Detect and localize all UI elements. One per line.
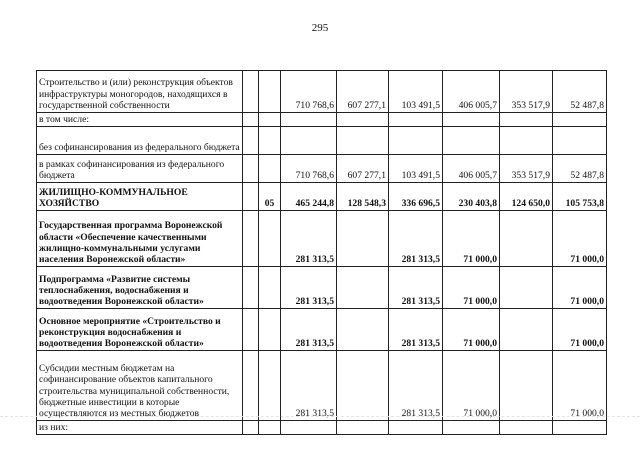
value-cell-4: 71 000,0 [443,309,500,351]
value-cell-1: 710 768,6 [281,155,337,183]
value-cell-4: 71 000,0 [443,211,500,267]
value-cell-5 [500,113,553,127]
spacer-cell [243,211,259,267]
table-row [37,351,607,421]
value-cell-2 [337,351,389,421]
value-cell-2 [337,113,389,127]
row-description: в рамках софинансирования из федерального бюджета [37,155,243,183]
row-description: Строительство и (или) реконструкция объектов инфраструктуры моногородов, находящихся в государственной собственности [37,71,243,113]
spacer-cell [243,267,259,309]
value-cell-2 [337,309,389,351]
value-cell-6: 52 487,8 [553,155,607,183]
section-code [259,71,281,113]
value-cell-4: 406 005,7 [443,155,500,183]
value-cell-5 [500,211,553,267]
value-cell-5 [500,309,553,351]
scan-artifact-line [0,416,640,417]
spacer-cell [243,127,259,155]
value-cell-1: 281 313,5 [281,351,337,421]
spacer-cell [243,309,259,351]
value-cell-6: 71 000,0 [553,351,607,421]
value-cell-1 [281,127,337,155]
value-cell-5: 124 650,0 [500,183,553,211]
table-row [37,421,607,435]
value-cell-1: 710 768,6 [281,71,337,113]
value-cell-6 [553,113,607,127]
value-cell-2 [337,127,389,155]
value-cell-2: 128 548,3 [337,183,389,211]
value-cell-1: 465 244,8 [281,183,337,211]
value-cell-4: 230 403,8 [443,183,500,211]
value-cell-1 [281,421,337,435]
value-cell-1: 281 313,5 [281,309,337,351]
value-cell-3: 281 313,5 [389,211,443,267]
section-code [259,351,281,421]
value-cell-2: 607 277,1 [337,71,389,113]
value-cell-6: 52 487,8 [553,71,607,113]
value-cell-6: 105 753,8 [553,183,607,211]
row-description: Подпрограмма «Развитие системы теплоснабжения, водоснабжения и водоотведения Воронежской области» [37,267,243,309]
value-cell-2 [337,267,389,309]
value-cell-3 [389,113,443,127]
value-cell-3: 103 491,5 [389,71,443,113]
section-code [259,211,281,267]
table-row [37,267,607,309]
value-cell-3: 103 491,5 [389,155,443,183]
section-code [259,113,281,127]
row-description: Субсидии местным бюджетам на софинансирование объектов капитального строительства муниципальной собственности, бюджетные инвестиции в которые осуществляются из местных бюджетов [37,351,243,421]
spacer-cell [243,351,259,421]
value-cell-5 [500,421,553,435]
row-description: Основное мероприятие «Строительство и реконструкция водоснабжения и водоотведения Воронежской области» [37,309,243,351]
value-cell-3: 281 313,5 [389,351,443,421]
section-code [259,309,281,351]
value-cell-5 [500,267,553,309]
table-row [37,155,607,183]
row-description: ЖИЛИЩНО-КОММУНАЛЬНОЕ ХОЗЯЙСТВО [37,183,243,211]
value-cell-2 [337,421,389,435]
value-cell-6: 71 000,0 [553,267,607,309]
table-row [37,127,607,155]
row-description: Государственная программа Воронежской области «Обеспечение качественными жилищно-коммунальными услугами населения Воронежской области» [37,211,243,267]
value-cell-4: 406 005,7 [443,71,500,113]
value-cell-5 [500,351,553,421]
table-row [37,211,607,267]
row-description: без софинансирования из федерального бюджета [37,127,243,155]
value-cell-3: 281 313,5 [389,309,443,351]
value-cell-1: 281 313,5 [281,211,337,267]
value-cell-5 [500,127,553,155]
value-cell-2: 607 277,1 [337,155,389,183]
section-code [259,127,281,155]
row-description: в том числе: [37,113,243,127]
value-cell-5: 353 517,9 [500,155,553,183]
value-cell-6 [553,421,607,435]
value-cell-3: 336 696,5 [389,183,443,211]
section-code: 05 [259,183,281,211]
value-cell-6: 71 000,0 [553,211,607,267]
table-row [37,71,607,113]
spacer-cell [243,113,259,127]
row-description: из них: [37,421,243,435]
value-cell-6 [553,127,607,155]
page-number: 295 [311,22,329,34]
value-cell-6: 71 000,0 [553,309,607,351]
section-code [259,155,281,183]
value-cell-3: 281 313,5 [389,267,443,309]
section-code [259,267,281,309]
value-cell-3 [389,127,443,155]
budget-table [36,70,607,435]
value-cell-2 [337,211,389,267]
spacer-cell [243,71,259,113]
spacer-cell [243,183,259,211]
table-row [37,113,607,127]
value-cell-1 [281,113,337,127]
value-cell-4: 71 000,0 [443,351,500,421]
value-cell-5: 353 517,9 [500,71,553,113]
value-cell-4 [443,421,500,435]
spacer-cell [243,155,259,183]
table-body [37,71,607,435]
section-code [259,421,281,435]
table-row [37,309,607,351]
value-cell-3 [389,421,443,435]
value-cell-4 [443,127,500,155]
value-cell-1: 281 313,5 [281,267,337,309]
value-cell-4 [443,113,500,127]
value-cell-4: 71 000,0 [443,267,500,309]
table-row [37,183,607,211]
spacer-cell [243,421,259,435]
